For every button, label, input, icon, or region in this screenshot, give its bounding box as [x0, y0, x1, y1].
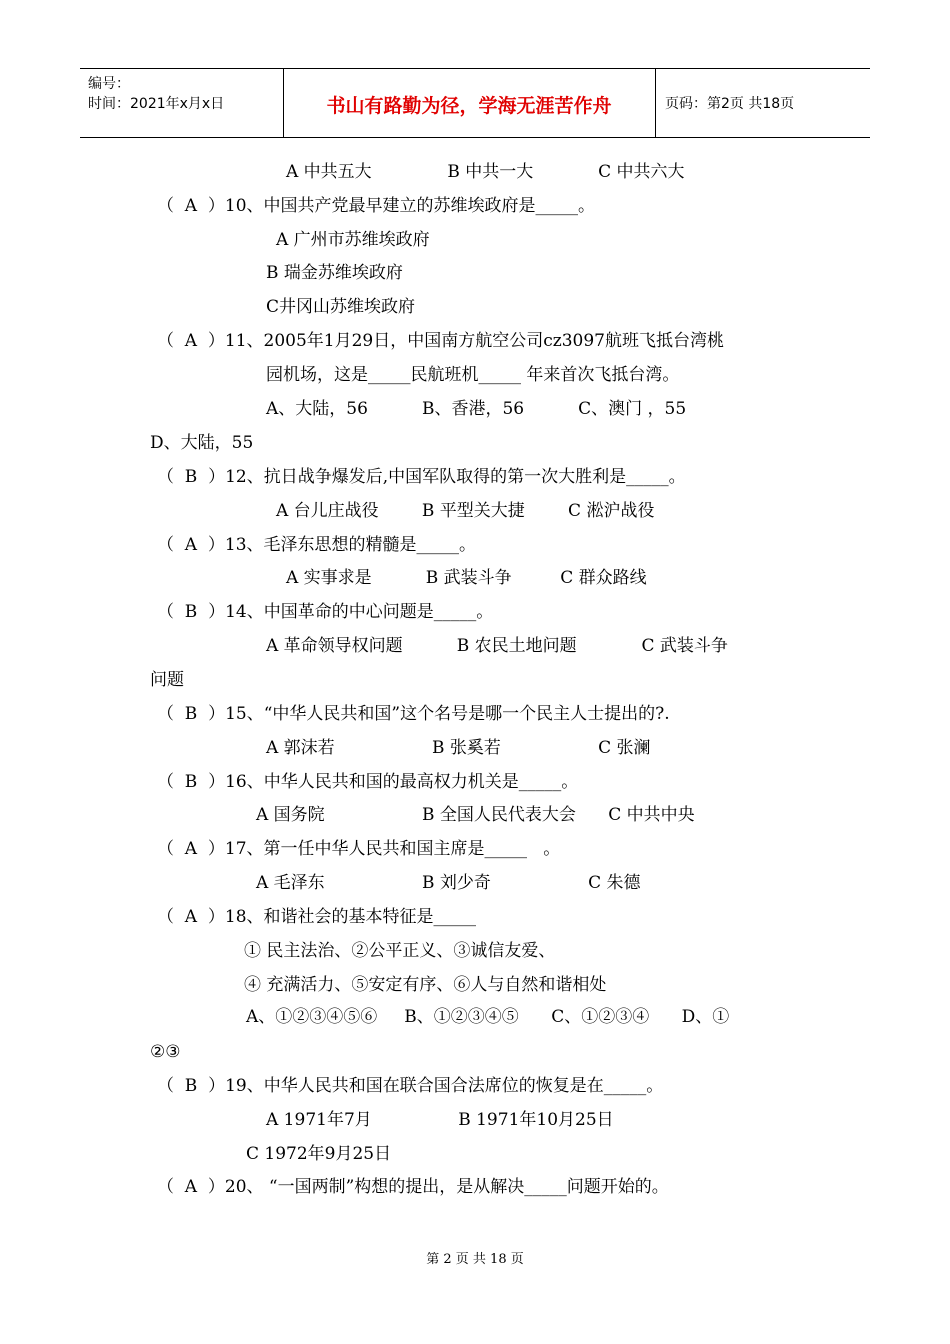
text-line: ②③ — [150, 1042, 181, 1062]
text-line: A 毛泽东 B 刘少奇 C 朱德 — [256, 873, 641, 893]
text-line: A 郭沫若 B 张奚若 C 张澜 — [266, 738, 651, 758]
page-info: 页码：第2页 共18页 — [665, 96, 795, 112]
question-line: （ A ）18、和谐社会的基本特征是_____ — [157, 907, 477, 927]
text-line: A 台儿庄战役 B 平型关大捷 C 淞沪战役 — [276, 501, 655, 521]
motto: 书山有路勤为径，学海无涯苦作舟 — [326, 95, 612, 117]
header-motto-cell — [283, 69, 656, 137]
text-line: B 瑞金苏维埃政府 — [266, 263, 403, 283]
question-line: （ A ）17、第一任中华人民共和国主席是_____ 。 — [157, 839, 561, 859]
question-line: （ A ）11、2005年1月29日，中国南方航空公司cz3097航班飞抵台湾桃 — [157, 331, 724, 351]
text-line: A 1971年7月 B 1971年10月25日 — [266, 1110, 614, 1130]
page-header — [80, 68, 870, 138]
text-line: A 革命领导权问题 B 农民土地问题 C 武装斗争 — [266, 636, 728, 656]
header-meta — [80, 69, 284, 137]
question-line: （ B ）14、中国革命的中心问题是_____。 — [157, 602, 494, 622]
question-line: （ B ）19、中华人民共和国在联合国合法席位的恢复是在_____。 — [157, 1076, 664, 1096]
text-line: C井冈山苏维埃政府 — [266, 297, 416, 317]
text-line: 园机场，这是_____民航班机_____ 年来首次飞抵台湾。 — [266, 365, 680, 385]
text-line: A、①②③④⑤⑥ B、①②③④⑤ C、①②③④ D、① — [246, 1007, 730, 1027]
header-page-cell — [655, 69, 870, 137]
text-line: C 1972年9月25日 — [246, 1144, 392, 1164]
question-line: （ A ）10、中国共产党最早建立的苏维埃政府是_____。 — [157, 196, 596, 216]
text-line: A 中共五大 B 中共一大 C 中共六大 — [286, 162, 685, 182]
number-label: 编号： — [88, 76, 130, 92]
text-line: A 广州市苏维埃政府 — [276, 230, 430, 250]
question-line: （ B ）15、“中华人民共和国”这个名号是哪一个民主人士提出的?. — [157, 704, 670, 724]
text-line: ④ 充满活力、⑤安定有序、⑥人与自然和谐相处 — [244, 975, 607, 995]
question-line: （ B ）12、抗日战争爆发后,中国军队取得的第一次大胜利是_____。 — [157, 467, 686, 487]
date-label: 时间：2021年x月x日 — [88, 96, 225, 112]
question-line: （ A ）13、毛泽东思想的精髓是_____。 — [157, 535, 477, 555]
text-line: A、大陆，56 B、香港，56 C、澳门 ，55 — [266, 399, 687, 419]
text-line: ① 民主法治、②公平正义、③诚信友爱、 — [244, 941, 556, 961]
question-line: （ A ）20、 “一国两制”构想的提出，是从解决_____问题开始的。 — [157, 1177, 669, 1197]
text-line: 问题 — [150, 670, 184, 690]
text-line: A 实事求是 B 武装斗争 C 群众路线 — [286, 568, 647, 588]
text-line: A 国务院 B 全国人民代表大会 C 中共中央 — [256, 805, 695, 825]
question-line: （ B ）16、中华人民共和国的最高权力机关是_____。 — [157, 772, 579, 792]
text-line: D、大陆，55 — [150, 433, 254, 453]
page-footer: 第 2 页 共 18 页 — [426, 1252, 524, 1267]
